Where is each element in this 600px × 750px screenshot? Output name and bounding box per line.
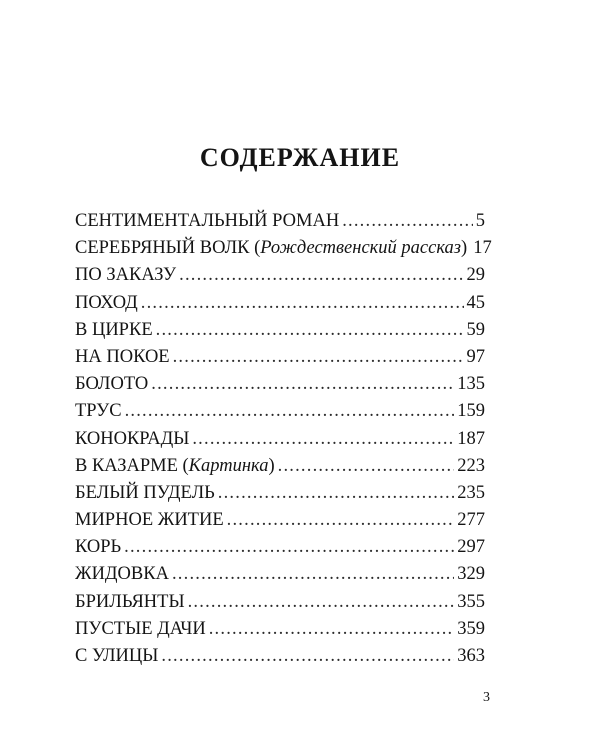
toc-entry-page: 223 <box>457 455 485 476</box>
toc-entry-page: 59 <box>466 319 485 340</box>
dot-leader <box>156 317 464 344</box>
toc-entry <box>75 344 485 371</box>
toc-entry-title <box>75 317 153 344</box>
dot-leader <box>151 371 454 398</box>
dot-leader <box>278 453 455 480</box>
toc-entry <box>75 643 485 670</box>
toc-entry <box>75 235 492 262</box>
toc-entry-page: 97 <box>466 346 485 367</box>
toc-entry-title <box>75 480 215 507</box>
toc-entry-title <box>75 290 138 317</box>
dot-leader <box>161 643 454 670</box>
table-of-contents <box>75 208 492 670</box>
dot-leader <box>141 290 464 317</box>
toc-entry-title-text: В ЦИРКЕ <box>75 319 153 340</box>
dot-leader <box>188 589 455 616</box>
toc-entry-title-text: ПО ЗАКАЗУ <box>75 265 177 286</box>
toc-entry-title <box>75 262 176 289</box>
toc-entry-title <box>75 561 169 588</box>
page-number: 3 <box>483 690 490 705</box>
toc-entry-page: 45 <box>466 292 485 313</box>
toc-entry-title-text: БОЛОТО <box>75 374 149 395</box>
toc-entry-page: 5 <box>475 211 485 231</box>
dot-leader <box>173 344 464 371</box>
toc-entry-subtitle: Рождественский рассказ <box>260 238 462 259</box>
toc-entry-title-text: ТРУС <box>75 401 122 422</box>
toc-entry <box>75 290 485 317</box>
toc-entry-title-text: БРИЛЬЯНТЫ <box>75 591 185 612</box>
toc-entry-title-text: КОРЬ <box>75 537 122 558</box>
toc-entry-title-text: МИРНОЕ ЖИТИЕ <box>75 510 224 531</box>
toc-entry-subtitle: Картинка <box>188 455 269 476</box>
toc-entry-page: 363 <box>457 646 485 666</box>
toc-entry-page: 187 <box>457 428 485 449</box>
dot-leader <box>172 561 454 588</box>
toc-entry-title <box>75 208 339 235</box>
toc-entry-title-text: НА ПОКОЕ <box>75 346 170 367</box>
toc-entry-page: 277 <box>457 510 485 531</box>
toc-entry-page: 17 <box>473 238 492 259</box>
toc-entry-page: 29 <box>466 265 485 286</box>
dot-leader <box>209 616 455 643</box>
toc-entry <box>75 317 485 344</box>
toc-entry-title-text: КОНОКРАДЫ <box>75 428 190 449</box>
toc-entry <box>75 561 485 588</box>
toc-entry-title-text: С УЛИЦЫ <box>75 646 159 666</box>
toc-entry-title <box>75 643 158 670</box>
page-title: СОДЕРЖАНИЕ <box>199 143 401 172</box>
dot-leader <box>218 480 454 507</box>
toc-entry <box>75 426 485 453</box>
dot-leader <box>179 262 463 289</box>
toc-entry <box>75 616 485 643</box>
toc-entry-title <box>75 507 224 534</box>
toc-entry-title-text: СЕРЕБРЯНЫЙ ВОЛК <box>75 238 250 259</box>
toc-entry-title <box>75 534 121 561</box>
toc-entry-title-text: БЕЛЫЙ ПУДЕЛЬ <box>75 482 215 503</box>
toc-entry-title <box>75 398 122 425</box>
toc-entry-page: 297 <box>457 537 485 558</box>
toc-entry <box>75 507 485 534</box>
toc-entry-title-text: В КАЗАРМЕ <box>75 455 178 476</box>
toc-entry-title <box>75 371 148 398</box>
toc-entry-title-text: ПУСТЫЕ ДАЧИ <box>75 618 206 639</box>
toc-entry <box>75 534 485 561</box>
toc-entry-title: СЕРЕБРЯНЫЙ ВОЛК (Рождественский рассказ) <box>75 238 468 259</box>
toc-entry <box>75 398 485 425</box>
toc-entry <box>75 262 485 289</box>
toc-entry-title <box>75 426 189 453</box>
toc-entry-title-text: ЖИДОВКА <box>75 564 169 585</box>
toc-entry-page: 359 <box>457 618 485 639</box>
dot-leader <box>192 426 454 453</box>
dot-leader <box>124 534 454 561</box>
toc-entry <box>75 480 485 507</box>
toc-entry-title-text: ПОХОД <box>75 292 138 313</box>
toc-entry <box>75 208 485 235</box>
toc-entry <box>75 371 485 398</box>
toc-entry <box>75 589 485 616</box>
toc-entry-page: 355 <box>457 591 485 612</box>
toc-entry-page: 159 <box>457 401 485 422</box>
toc-entry-title <box>75 589 185 616</box>
toc-entry-title-text: СЕНТИМЕНТАЛЬНЫЙ РОМАН <box>75 211 340 231</box>
toc-entry-page: 235 <box>457 482 485 503</box>
toc-entry-page: 329 <box>457 564 485 585</box>
toc-entry-page: 135 <box>457 374 485 395</box>
dot-leader <box>125 398 455 425</box>
toc-entry-title <box>75 344 170 371</box>
dot-leader <box>227 507 455 534</box>
toc-entry <box>75 453 485 480</box>
dot-leader <box>342 208 473 235</box>
toc-entry-title: В КАЗАРМЕ (Картинка) <box>75 455 275 476</box>
toc-entry-title <box>75 616 206 643</box>
